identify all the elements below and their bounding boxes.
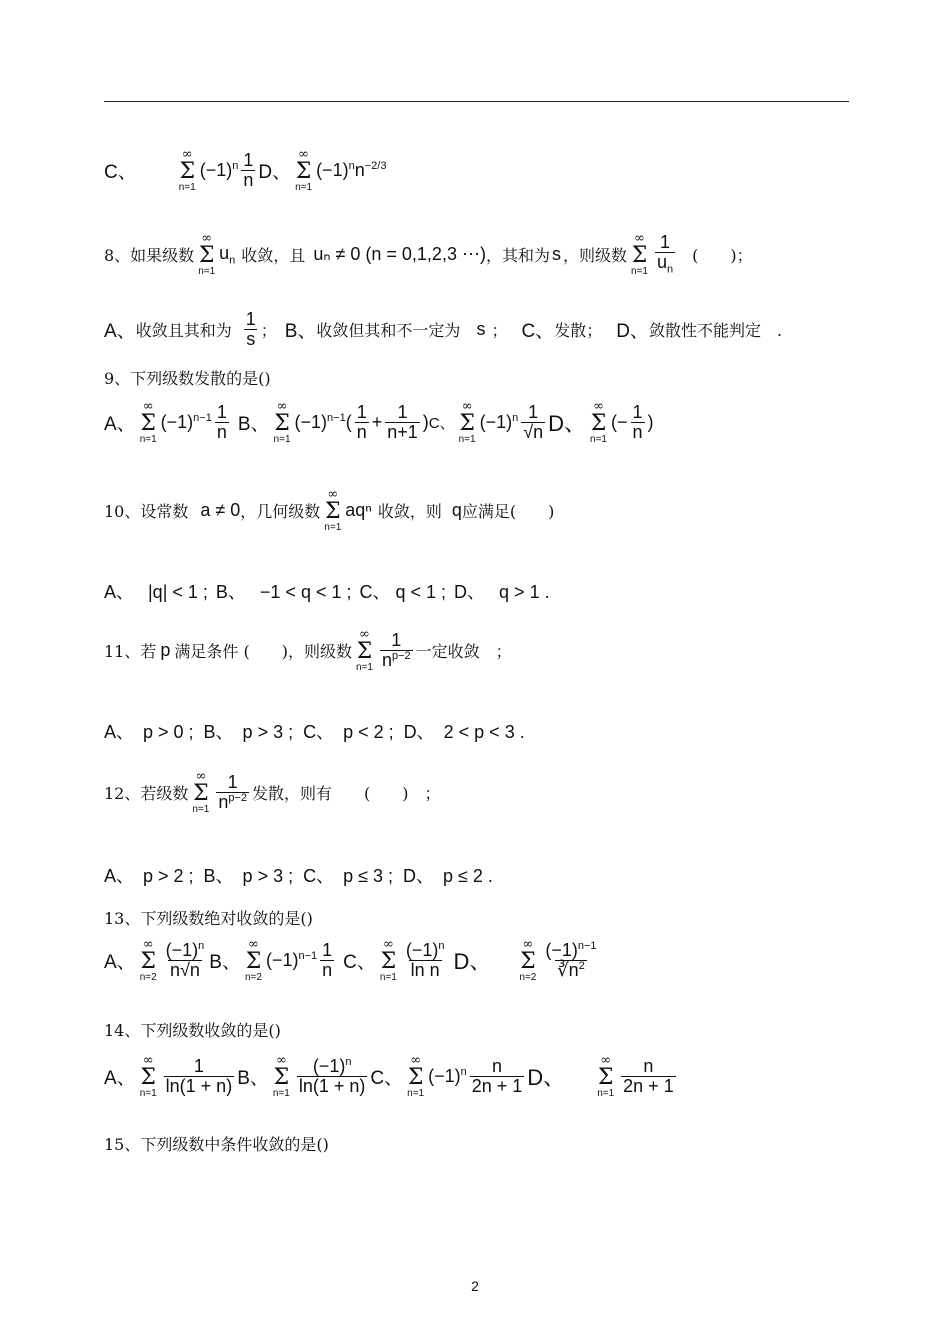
q14-option-c-label: C、 (370, 1068, 404, 1089)
q11-number: 11、若 (104, 642, 157, 661)
fraction: $\frac{(-1)^n}{\text{ln n}}$ (405, 940, 445, 980)
q13-option-c-label: C、 (343, 952, 376, 973)
q10-option-c: C、 q < 1 ; (359, 582, 447, 602)
q13-text: 13、下列级数绝对收敛的是() (104, 909, 313, 928)
q8-option-c-label: C、 (521, 320, 555, 342)
q12-option-d: D、 p ≤ 2 . (403, 866, 493, 886)
question-12 (104, 770, 441, 815)
q11-var: p (160, 640, 171, 660)
sum-symbol: ∞ Σ n=1 (458, 399, 476, 445)
q8-mid1: 收敛，且 (241, 246, 306, 265)
q14-options: A、 ∞ Σ n=1 $\frac{1}{\ln(1 + n)}$ B、 ∞ Σ n=1 $\frac{(-1)^n}{\ln(1 + n)}$ C、 ∞ Σ n=1 $(-1)^n$ $\frac{n}{2n + 1}$ D、 ∞ Σ n=1 $\frac{n}{2n + 1}$ (104, 1053, 674, 1099)
q8-tail: ( )； (692, 246, 753, 265)
q8-options: A、 收敛且其和为 $\frac{1}{s}$ ； B、 收敛但其和不一定为 s ； C、 发散； D、 敛散性不能判定 . (104, 309, 783, 349)
q8-option-d-text: 敛散性不能判定 . (648, 320, 783, 340)
sum-symbol: ∞ Σ n=1 (630, 231, 648, 277)
fraction: $\frac{1}{n}$ (243, 150, 254, 190)
q15-text: 15、下列级数中条件收敛的是() (104, 1135, 329, 1154)
q8-number: 8、如果级数 (104, 246, 195, 265)
sum-symbol: ∞ Σ n=1 (178, 147, 196, 193)
q9-options: A、 ∞ Σ n=1 $(-1)^{n-1}$ $\frac{1}{n}$ B、 ∞ Σ n=1 $(-1)^{n-1}$( $\frac{1}{n}$ + $\frac{1}{n+1}$ ) C、 ∞ Σ n=1 $(-1)^n$ $\frac{1}{√n}$ D、 ∞ Σ n=1 (− $\frac{1}{n}$ ) (104, 399, 654, 445)
question-15 (104, 1132, 329, 1155)
q11-option-c: C、 p < 2 ; (303, 722, 394, 742)
header-rule (104, 101, 849, 102)
q11-option-a: A、 p > 0 ; (104, 722, 194, 742)
q11-options (104, 718, 525, 744)
q14-option-a-label: A、 (104, 1068, 136, 1089)
q10-tail2: 应满足( ) (461, 502, 555, 521)
q9-option-b-label: B、 (237, 414, 270, 435)
q9-text: 9、下列级数发散的是() (104, 369, 271, 388)
sum-symbol: ∞ Σ n=1 (295, 147, 313, 193)
fraction: $\frac{1}{n+1}$ (387, 402, 418, 442)
sum-symbol: ∞ Σ n=1 (324, 487, 342, 533)
q13-option-d-label: D、 (453, 949, 492, 974)
q10-var: q (451, 500, 462, 520)
sum-symbol: ∞ Σ n=1 (139, 399, 157, 445)
q11-option-b: B、 p > 3 ; (203, 722, 294, 742)
q7-option-c-label: C、 (104, 162, 137, 183)
q8-option-d-label: D、 (616, 320, 649, 342)
q9-option-d-label: D、 (548, 411, 587, 436)
q7-option-d-expr: $(-1)^nn^{-2/3}$ (316, 160, 387, 180)
question-11 (104, 628, 512, 673)
sum-symbol: ∞ Σ n=2 (519, 937, 537, 983)
q9-option-a-label: A、 (104, 414, 136, 435)
q12-option-a: A、 p > 2 ; (104, 866, 194, 886)
fraction: $\frac{1}{n}$ (322, 940, 333, 980)
q8-option-b-label: B、 (284, 320, 317, 342)
fraction: $\frac{1}{√n}$ (523, 402, 544, 442)
q13-option-b-label: B、 (209, 952, 241, 973)
q14-option-d-label: D、 (527, 1065, 566, 1090)
q13-options: A、 ∞ Σ n=2 $\frac{(-1)^n}{n√n}$ B、 ∞ Σ n=2 $(-1)^{n-1}$ $\frac{1}{n}$ C、 ∞ Σ n=1 $\frac{(-1)^n}{\text{ln n}}$ D、 ∞ Σ n=2 $\frac{(-1)^{n-1}}{∛n^2}$ (104, 937, 597, 983)
sum-symbol: ∞ Σ n=1 (192, 769, 210, 815)
q11-tail: 一定收敛 ； (415, 642, 512, 661)
fraction: $\frac{n}{2n + 1}$ (623, 1056, 674, 1096)
q14-option-b-label: B、 (237, 1068, 269, 1089)
q12-option-b: B、 p > 3 ; (203, 866, 294, 886)
q10-number: 10、设常数 (104, 502, 189, 521)
q12-option-c: C、 p ≤ 3 ; (303, 866, 393, 886)
q14-text: 14、下列级数收敛的是() (104, 1021, 281, 1040)
q10-term: aqⁿ (345, 500, 372, 520)
q7-options-cd (104, 148, 386, 193)
sum-symbol: ∞ Σ n=1 (597, 1053, 615, 1099)
q8-option-c-text: 发散； (554, 320, 603, 340)
q10-option-b: B、 −1 < q < 1 ; (215, 582, 352, 602)
fraction: $\frac{1}{n}$ (356, 402, 367, 442)
sum-symbol: ∞ Σ n=2 (244, 937, 262, 983)
q8-mid3: ，则级数 (562, 246, 627, 265)
q12-options (104, 862, 493, 888)
sum-symbol: ∞ Σ n=1 (379, 937, 397, 983)
q7-option-d-label: D、 (258, 162, 292, 183)
question-13 (104, 906, 313, 929)
fraction: $\frac{1}{n}$ (632, 402, 643, 442)
q8-option-a-text: 收敛且其和为 (135, 320, 232, 340)
sum-symbol: ∞ Σ n=1 (407, 1053, 425, 1099)
q10-condition: a ≠ 0 (200, 500, 241, 520)
sum-symbol: ∞ Σ n=1 (590, 399, 607, 445)
sum-symbol: ∞ Σ n=1 (272, 1053, 290, 1099)
q8-condition: uₙ ≠ 0 (n = 0,1,2,3 ⋯) (313, 244, 486, 264)
q10-mid: ，几何级数 (240, 502, 321, 521)
fraction: $\frac{1}{n^{p-2}}$ (381, 630, 411, 670)
q10-option-d: D、 q > 1 . (454, 582, 550, 602)
sum-symbol: ∞ Σ n=2 (139, 937, 157, 983)
q8-option-b-text: 收敛但其和不一定为 (316, 320, 461, 340)
q8-mid2: ，其和为 (485, 246, 550, 265)
fraction: $\frac{(-1)^n}{n√n}$ (165, 940, 205, 980)
fraction: $\frac{(-1)^n}{\ln(1 + n)}$ (298, 1056, 366, 1096)
fraction: $\frac{1}{n^{p-2}}$ (218, 772, 248, 812)
fraction: $\frac{1}{u_n}$ (656, 231, 674, 276)
page-number: 2 (471, 1278, 479, 1294)
q10-options (104, 578, 550, 604)
question-9 (104, 366, 271, 389)
q11-mid: 满足条件 ( )，则级数 (174, 642, 352, 661)
q8-sum-var: s (551, 244, 561, 264)
question-8: 8、如果级数 ∞ Σ n=1 $u_n$ 收敛，且 uₙ ≠ 0 (n = 0,1,2,3 ⋯) ，其和为 s ，则级数 ∞ Σ n=1 $\frac{1}{u_n}$ ( )； (104, 231, 753, 277)
fraction: $\frac{(-1)^{n-1}}{∛n^2}$ (545, 940, 597, 980)
sum-symbol: ∞ Σ n=1 (355, 627, 373, 673)
fraction: $\frac{1}{\ln(1 + n)}$ (165, 1056, 233, 1096)
q12-tail: 发散，则有 ( ) ； (252, 784, 441, 803)
q10-tail1: 收敛，则 (377, 502, 442, 521)
fraction: $\frac{1}{n}$ (216, 402, 227, 442)
sum-symbol: ∞ Σ n=1 (139, 1053, 157, 1099)
sum-symbol: ∞ Σ n=1 (198, 231, 216, 277)
fraction: $\frac{n}{2n + 1}$ (471, 1056, 523, 1096)
q12-number: 12、若级数 (104, 784, 189, 803)
q13-option-a-label: A、 (104, 952, 136, 973)
q9-option-c-label: C、 (428, 415, 455, 432)
q8-option-a-label: A、 (104, 320, 136, 342)
q7-option-c-expr: $(-1)^n$ (199, 160, 239, 180)
question-10 (104, 488, 554, 533)
q10-option-a: A、 |q| < 1 ; (104, 582, 208, 602)
q11-option-d: D、 2 < p < 3 . (403, 722, 525, 742)
fraction: $\frac{1}{s}$ (245, 309, 256, 349)
question-14 (104, 1018, 281, 1041)
sum-symbol: ∞ Σ n=1 (273, 399, 291, 445)
